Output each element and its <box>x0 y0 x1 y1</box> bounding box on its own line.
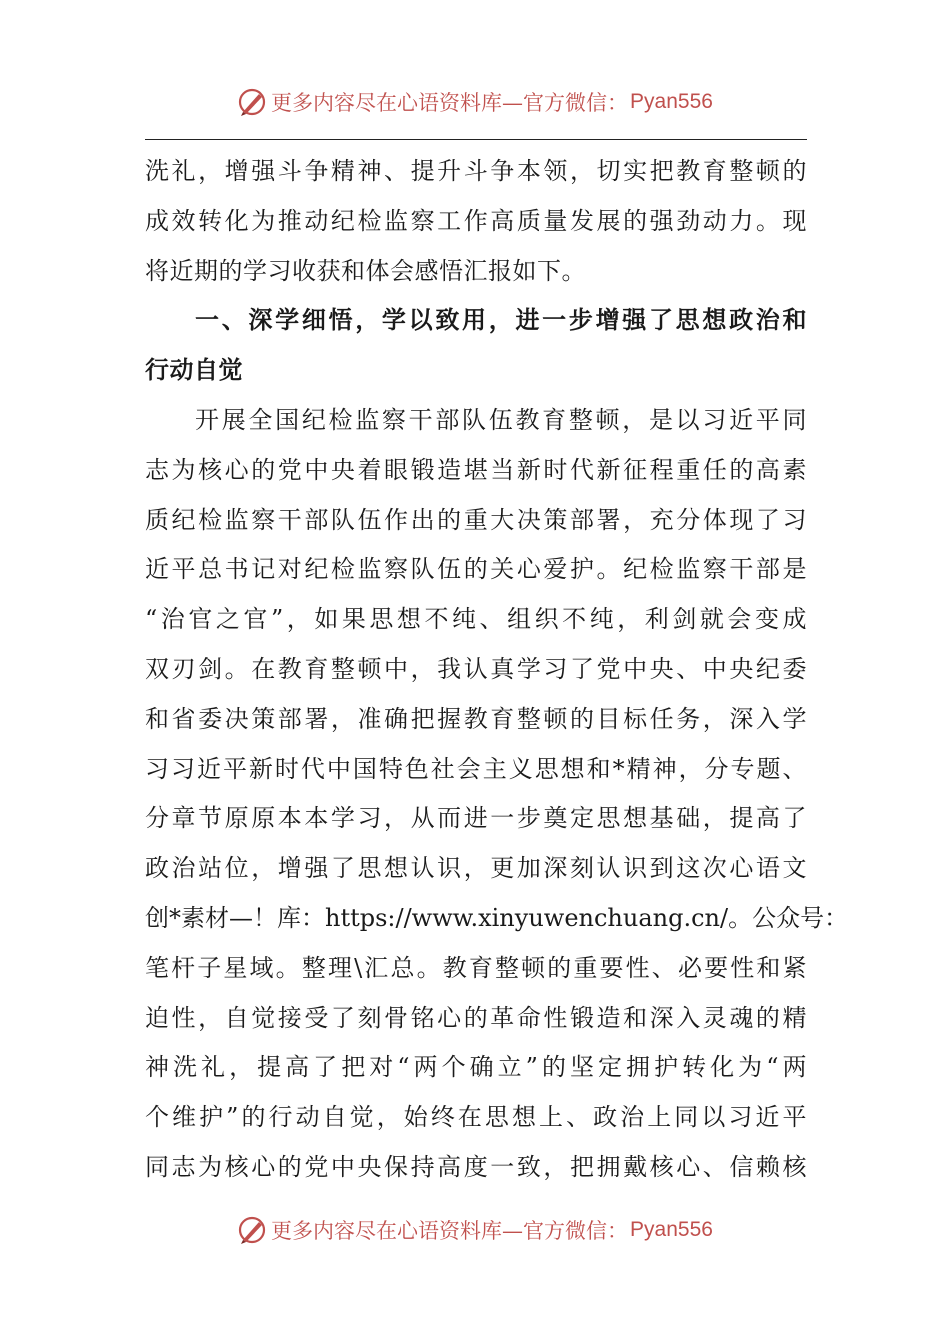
paragraph-line: 笔杆子星域。整理\汇总。教育整顿的重要性、必要性和紧 <box>145 953 807 982</box>
paragraph-line: 成效转化为推动纪检监察工作高质量发展的强劲动力。现 <box>145 206 807 235</box>
header-divider <box>145 139 807 140</box>
wechat-id: Pyan556 <box>630 1218 713 1241</box>
paragraph-line: 神洗礼，提高了把对“两个确立”的坚定拥护转化为“两 <box>145 1053 807 1082</box>
section-heading: 一、深学细悟，学以致用，进一步增强了思想政治和 <box>195 306 807 335</box>
paragraph-line: 同志为核心的党中央保持高度一致，把拥戴核心、信赖核 <box>145 1152 807 1181</box>
paragraph-line: 迫性，自觉接受了刻骨铭心的革命性锻造和深入灵魂的精 <box>145 1003 807 1032</box>
paragraph-line: 质纪检监察干部队伍作出的重大决策部署，充分体现了习 <box>145 505 807 534</box>
footer-banner <box>0 1210 950 1250</box>
banner-text: 更多内容尽在心语资料库—官方微信： <box>271 1219 629 1243</box>
paragraph-line: 政治站位，增强了思想认识，更加深刻认识到这次心语文 <box>145 854 807 883</box>
banner-text: 更多内容尽在心语资料库—官方微信： <box>271 91 629 115</box>
paragraph-line: 双刃剑。在教育整顿中，我认真学习了党中央、中央纪委 <box>145 654 807 683</box>
paragraph-line: 个维护”的行动自觉，始终在思想上、政治上同以习近平 <box>145 1103 807 1132</box>
header-banner <box>0 82 950 122</box>
paragraph-line: 和省委决策部署，准确把握教育整顿的目标任务，深入学 <box>145 704 807 733</box>
paragraph-line: 志为核心的党中央着眼锻造堪当新时代新征程重任的高素 <box>145 455 807 484</box>
paragraph-line: 分章节原原本本学习，从而进一步奠定思想基础，提高了 <box>145 804 807 833</box>
paragraph-line: 习习近平新时代中国特色社会主义思想和*精神，分专题、 <box>145 754 807 783</box>
paragraph-line: 洗礼，增强斗争精神、提升斗争本领，切实把教育整顿的 <box>145 157 807 185</box>
paragraph-line: 开展全国纪检监察干部队伍教育整顿，是以习近平同 <box>195 405 807 434</box>
pen-logo-icon <box>237 87 267 117</box>
paragraph-line: 创*素材—！库：https://www.xinyuwenchuang.cn/。公众号： <box>145 903 849 932</box>
section-heading: 行动自觉 <box>145 356 243 385</box>
document-body <box>145 147 849 1193</box>
paragraph-line: “治官之官”，如果思想不纯、组织不纯，利剑就会变成 <box>145 605 807 634</box>
paragraph-line: 将近期的学习收获和体会感悟汇报如下。 <box>145 256 586 285</box>
pen-logo-icon <box>237 1215 267 1245</box>
paragraph-line: 近平总书记对纪检监察队伍的关心爱护。纪检监察干部是 <box>145 555 807 584</box>
wechat-id: Pyan556 <box>630 90 713 113</box>
